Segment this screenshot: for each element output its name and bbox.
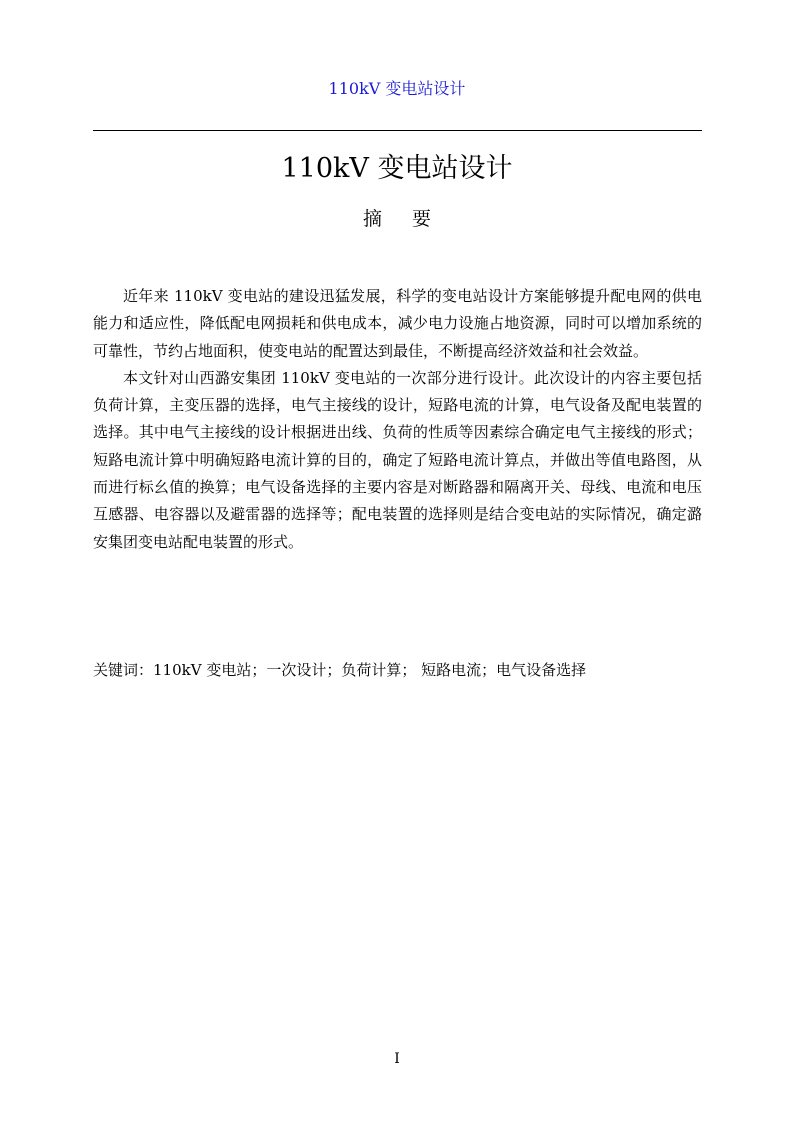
document-title: 110kV 变电站设计 [281, 153, 513, 184]
abstract-paragraph: 本文针对山西潞安集团 110kV 变电站的一次部分进行设计。此次设计的内容主要包括负荷计算，主变压器的选择，电气主接线的设计，短路电流的计算，电气设备及配电装置的选择。其中电气主接线的设计根据进出线、负荷的性质等因素综合确定电气主接线的形式；短路电流计算中明确短路电流计算的目的，确定了短路电流计算点，并做出等值电路图，从而进行标幺值的换算；电气设备选择的主要内容是对断路器和隔离开关、母线、电流和电压互感器、电容器以及避雷器的选择等；配电装置的选择则是结合变电站的实际情况，确定潞安集团变电站配电装置的形式。 [93, 368, 702, 551]
running-header: 110kV 变电站设计 [328, 79, 466, 98]
abstract-body [93, 283, 702, 556]
abstract-heading: 摘 要 [362, 208, 444, 230]
page-number: I [394, 1051, 400, 1067]
keywords-line: 关键词：110kV 变电站；一次设计；负荷计算； 短路电流；电气设备选择 [93, 661, 587, 679]
header-divider [93, 130, 702, 131]
abstract-paragraph: 近年来 110kV 变电站的建设迅猛发展，科学的变电站设计方案能够提升配电网的供电能力和适应性，降低配电网损耗和供电成本，减少电力设施占地资源，同时可以增加系统的可靠性，节约占地面积，使变电站的配置达到最佳，不断提高经济效益和社会效益。 [93, 287, 702, 360]
